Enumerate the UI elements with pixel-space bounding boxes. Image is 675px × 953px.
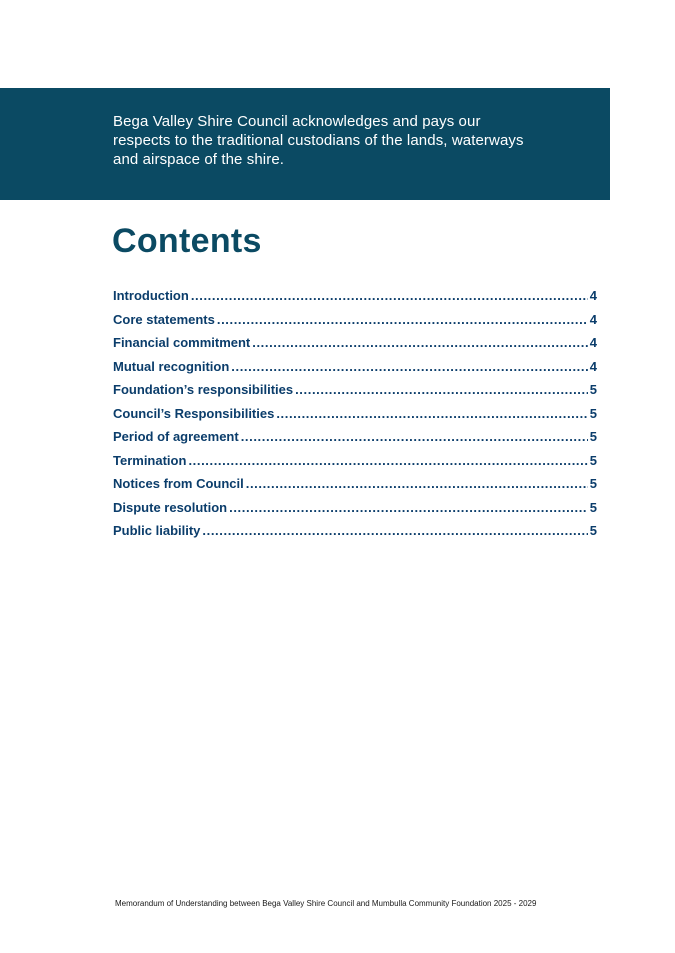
toc-entry-label: Foundation’s responsibilities xyxy=(113,382,294,397)
toc-entry-period-of-agreement[interactable] xyxy=(113,429,597,453)
page-footer: Memorandum of Understanding between Bega Valley Shire Council and Mumbulla Community Foundation 2025 - 2029 xyxy=(115,899,537,908)
contents-title: Contents xyxy=(112,222,262,260)
toc-entry-public-liability[interactable] xyxy=(113,523,597,547)
toc-leader-dots xyxy=(191,288,588,303)
toc-leader-dots xyxy=(188,453,587,468)
toc-entry-label: Period of agreement xyxy=(113,429,239,444)
acknowledgement-text xyxy=(113,112,593,169)
toc-entry-page: 5 xyxy=(589,476,597,491)
toc-entry-councils-responsibilities[interactable] xyxy=(113,406,597,430)
toc-entry-termination[interactable] xyxy=(113,453,597,477)
toc-leader-dots xyxy=(252,335,588,350)
toc-entry-label: Dispute resolution xyxy=(113,499,228,515)
toc-entry-foundations-responsibilities[interactable] xyxy=(113,382,597,406)
toc-leader-dots xyxy=(276,406,587,421)
toc-entry-introduction[interactable] xyxy=(113,288,597,312)
toc-leader-dots xyxy=(202,523,587,538)
toc-entry-label: Mutual recognition xyxy=(113,358,230,374)
toc-entry-label: Introduction xyxy=(113,288,189,303)
toc-leader-dots xyxy=(241,429,588,444)
toc-entry-page: 5 xyxy=(589,382,597,397)
toc-entry-page: 5 xyxy=(589,499,597,515)
toc-leader-dots xyxy=(229,500,588,515)
toc-entry-label: Core statements xyxy=(113,311,215,327)
toc-entry-mutual-recognition[interactable] xyxy=(113,359,597,383)
table-of-contents xyxy=(113,288,597,547)
toc-entry-dispute-resolution[interactable] xyxy=(113,500,597,524)
toc-entry-page: 5 xyxy=(589,452,597,468)
toc-leader-dots xyxy=(217,312,588,327)
toc-entry-label: Notices from Council xyxy=(113,476,244,491)
toc-entry-page: 4 xyxy=(589,311,597,327)
acknowledgement-line: Bega Valley Shire Council acknowledges and pays our xyxy=(113,113,481,130)
toc-entry-label: Public liability xyxy=(113,523,201,538)
toc-entry-label: Termination xyxy=(113,452,187,468)
acknowledgement-banner xyxy=(0,88,610,200)
toc-leader-dots xyxy=(231,359,587,374)
toc-entry-label: Council’s Responsibilities xyxy=(113,405,275,421)
toc-entry-page: 4 xyxy=(589,358,597,374)
toc-leader-dots xyxy=(295,382,588,397)
toc-entry-core-statements[interactable] xyxy=(113,312,597,336)
toc-entry-page: 5 xyxy=(589,523,597,538)
toc-leader-dots xyxy=(246,476,588,491)
toc-entry-page: 4 xyxy=(589,335,597,350)
toc-entry-page: 5 xyxy=(589,405,597,421)
toc-entry-page: 4 xyxy=(589,288,597,303)
acknowledgement-line: and airspace of the shire. xyxy=(113,151,285,168)
toc-entry-label: Financial commitment xyxy=(113,335,251,350)
toc-entry-notices-from-council[interactable] xyxy=(113,476,597,500)
toc-entry-page: 5 xyxy=(589,429,597,444)
toc-entry-financial-commitment[interactable] xyxy=(113,335,597,359)
acknowledgement-line: respects to the traditional custodians of the lands, waterways xyxy=(113,132,524,149)
